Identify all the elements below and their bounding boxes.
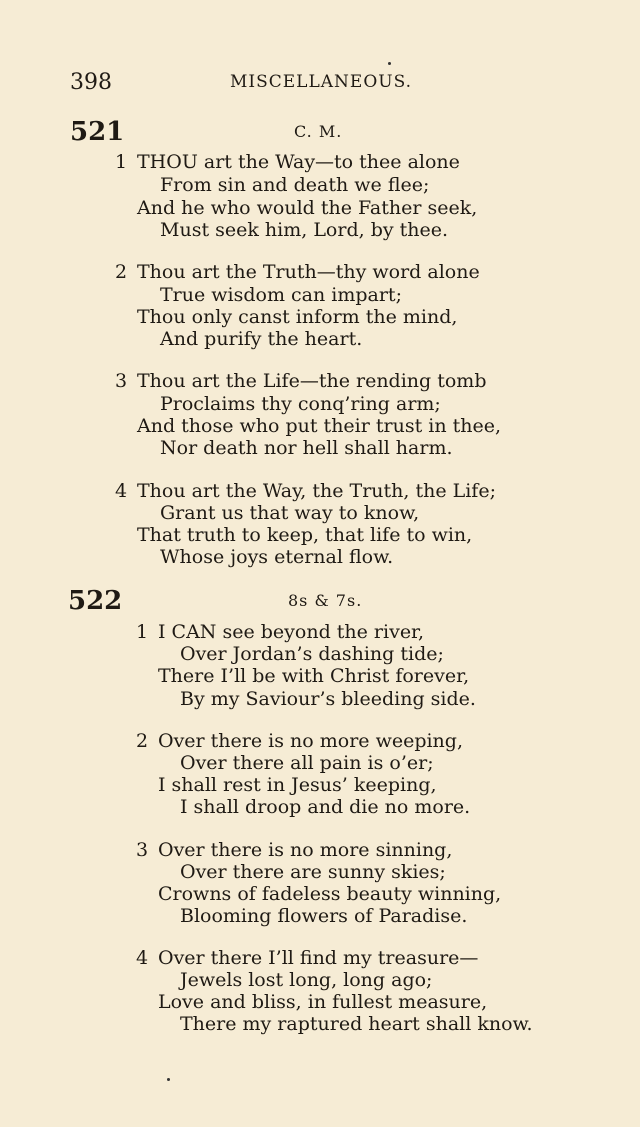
verse-line: I shall rest in Jesus’ keeping, bbox=[158, 774, 437, 796]
verse-line: Blooming flowers of Paradise. bbox=[180, 905, 468, 927]
verse-line: That truth to keep, that life to win, bbox=[137, 524, 473, 546]
verse-line: Thou art the Life—the rending tomb bbox=[137, 370, 487, 392]
verse-line: Over there are sunny skies; bbox=[180, 861, 446, 883]
verse-line: True wisdom can impart; bbox=[160, 284, 402, 306]
verse-line: Love and bliss, in fullest measure, bbox=[158, 991, 488, 1013]
page-header bbox=[70, 70, 610, 94]
verse-line: Over there all pain is o’er; bbox=[180, 752, 434, 774]
verse-line: Grant us that way to know, bbox=[160, 502, 420, 524]
verse-line: From sin and death we flee; bbox=[160, 174, 430, 196]
verse-line: Thou art the Truth—thy word alone bbox=[137, 261, 480, 283]
page-number: 398 bbox=[70, 70, 112, 95]
verse-line: And he who would the Father seek, bbox=[137, 197, 478, 219]
verse-line: Over there is no more sinning, bbox=[158, 839, 453, 861]
verse-line: There I’ll be with Christ forever, bbox=[158, 665, 470, 687]
verse-line: Over there is no more weeping, bbox=[158, 730, 463, 752]
verse-number: 4 bbox=[115, 480, 128, 502]
verse-line: Crowns of fadeless beauty winning, bbox=[158, 883, 502, 905]
verse-line: And those who put their trust in thee, bbox=[137, 415, 502, 437]
print-speck bbox=[388, 62, 391, 65]
verse-line: Whose joys eternal flow. bbox=[160, 546, 394, 568]
verse-number: 3 bbox=[136, 839, 149, 861]
verse-number: 2 bbox=[136, 730, 149, 752]
hymn-meter: 8s & 7s. bbox=[288, 591, 363, 610]
verse-number: 1 bbox=[136, 621, 149, 643]
verse-line: I CAN see beyond the river, bbox=[158, 621, 425, 643]
verse-line: THOU art the Way—to thee alone bbox=[137, 151, 460, 173]
verse-line: By my Saviour’s bleeding side. bbox=[180, 688, 476, 710]
verse-number: 1 bbox=[115, 151, 128, 173]
verse-line: Over Jordan’s dashing tide; bbox=[180, 643, 444, 665]
verse-number: 4 bbox=[136, 947, 149, 969]
verse-line: Jewels lost long, long ago; bbox=[180, 969, 433, 991]
verse-line: And purify the heart. bbox=[160, 328, 363, 350]
hymn-number: 521 bbox=[70, 117, 125, 147]
verse-line: Over there I’ll find my treasure— bbox=[158, 947, 479, 969]
verse-line: I shall droop and die no more. bbox=[180, 796, 471, 818]
verse-line: Proclaims thy conq’ring arm; bbox=[160, 393, 441, 415]
running-head: MISCELLANEOUS. bbox=[230, 72, 413, 92]
verse-line: Thou only canst inform the mind, bbox=[137, 306, 458, 328]
print-speck bbox=[167, 1078, 170, 1081]
verse-line: Must seek him, Lord, by thee. bbox=[160, 219, 449, 241]
hymn-number: 522 bbox=[68, 586, 123, 616]
verse-line: Nor death nor hell shall harm. bbox=[160, 437, 453, 459]
hymn-meter: C. M. bbox=[294, 122, 343, 141]
verse-number: 3 bbox=[115, 370, 128, 392]
verse-line: Thou art the Way, the Truth, the Life; bbox=[137, 480, 496, 502]
verse-number: 2 bbox=[115, 261, 128, 283]
verse-line: There my raptured heart shall know. bbox=[180, 1013, 533, 1035]
